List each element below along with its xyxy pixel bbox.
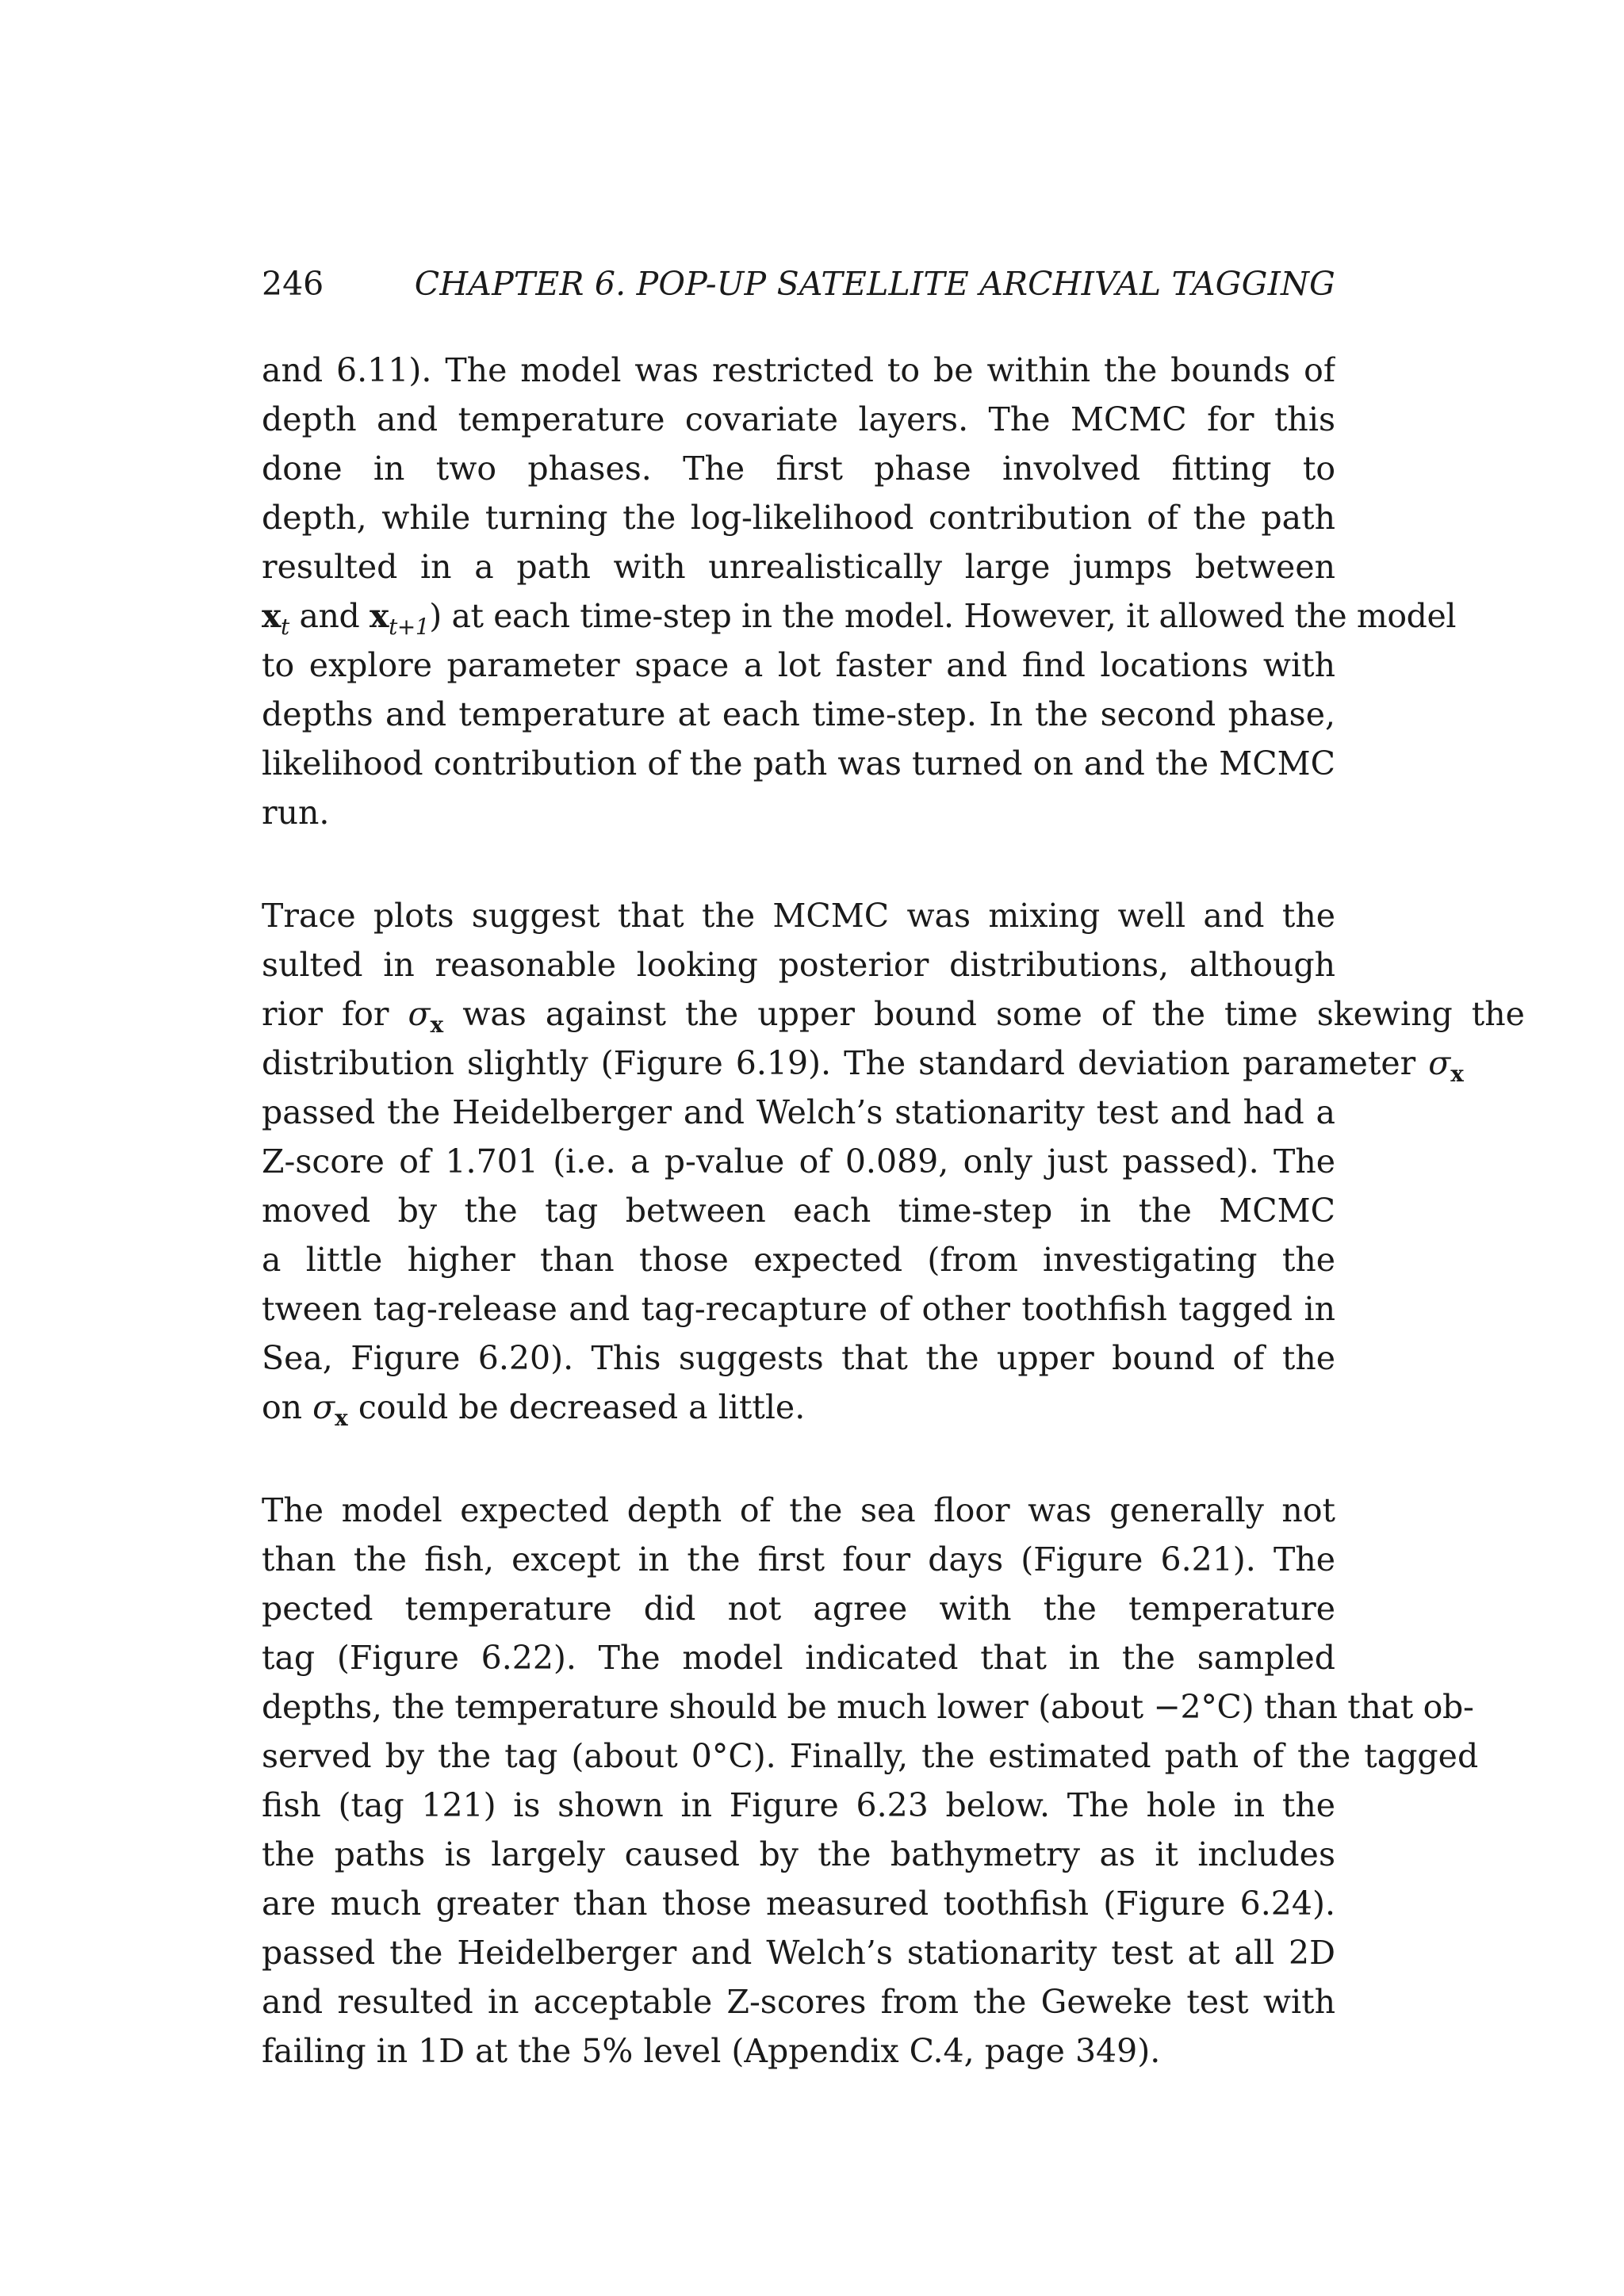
body-text — [262, 346, 1525, 2130]
text-line: are much greater than those measured toothfish (Figure 6.24). — [262, 1885, 1335, 1923]
text-fragment: Finally, the estimated path of the tagged — [789, 1737, 1479, 1775]
text-line: depth, while turning the log-likelihood contribution of the path — [262, 499, 1335, 537]
text-line: passed the Heidelberger and Welch’s stationarity test and had a — [262, 1093, 1335, 1131]
text-line: moved by the tag between each time-step in the MCMC — [262, 1192, 1335, 1230]
text-line: and 6.11). The model was restricted to be within the bounds of — [262, 351, 1335, 389]
text-line: depths and temperature at each time-step. In the second phase, — [262, 695, 1335, 733]
math-sub-t: t — [281, 613, 289, 640]
text-line: the paths is largely caused by the bathymetry as it includes — [262, 1835, 1335, 1873]
text-fragment: could be decreased a little. — [358, 1388, 806, 1426]
text-line-with-math — [262, 989, 1525, 1039]
math-x-t1: x — [370, 597, 389, 635]
text-fragment: at each time-step in the model. However, it allowed the model — [451, 597, 1457, 635]
math-sigma: σ — [1428, 1044, 1451, 1082]
math-zero: 0°C). — [691, 1737, 776, 1775]
math-sigma: σ — [312, 1388, 335, 1426]
text-fragment: was against the upper bound some of the time skewing the — [462, 995, 1525, 1033]
text-line: pected temperature did not agree with the temperature — [262, 1590, 1335, 1628]
text-line: resulted in a path with unrealistically large jumps between — [262, 548, 1335, 586]
paragraph-3 — [262, 1486, 1479, 2076]
math-sub-x: x — [430, 1011, 444, 1038]
math-sub-t1: t+1 — [389, 613, 430, 640]
text-line-with-math — [262, 1732, 1479, 1781]
text-line-with-math — [262, 1383, 1335, 1432]
text-line: than the fish, except in the first four days (Figure 6.21). The — [262, 1540, 1335, 1578]
math-x-t: x — [262, 597, 282, 635]
text-line: sulted in reasonable looking posterior distributions, although — [262, 946, 1335, 984]
paragraph-2 — [262, 891, 1525, 1432]
text-fragment: served by the tag (about — [262, 1737, 678, 1775]
text-line: passed the Heidelberger and Welch’s stationarity test at all 2D — [262, 1934, 1335, 1972]
math-sigma: σ — [408, 995, 431, 1033]
text-line: Z-score of 1.701 (i.e. a p-value of 0.089, only just passed). The — [262, 1142, 1335, 1181]
text-line: tag (Figure 6.22). The model indicated that in the sampled — [262, 1639, 1335, 1677]
running-head: CHAPTER 6. POP-UP SATELLITE ARCHIVAL TAGGING — [414, 265, 1335, 303]
text-line: run. — [262, 794, 330, 832]
text-line: Trace plots suggest that the MCMC was mixing well and the — [262, 897, 1335, 935]
text-line: likelihood contribution of the path was turned on and the MCMC — [262, 744, 1335, 783]
text-close-paren: ) — [429, 597, 442, 635]
text-line: depth and temperature covariate layers. The MCMC for this — [262, 400, 1335, 438]
text-line-with-math — [262, 1039, 1464, 1088]
text-fragment: on — [262, 1388, 303, 1426]
text-fragment: depths, the temperature should be much lower (about — [262, 1688, 1143, 1726]
page-header — [262, 260, 1335, 308]
text-line-with-math — [262, 591, 1457, 641]
paragraph-1 — [262, 346, 1457, 837]
text-line: and resulted in acceptable Z-scores from the Geweke test with — [262, 1983, 1335, 2021]
text-and: and — [299, 597, 360, 635]
text-line: fish (tag 121) is shown in Figure 6.23 below. The hole in the — [262, 1786, 1335, 1824]
text-fragment: rior for — [262, 995, 389, 1033]
text-line: The model expected depth of the sea floor was generally not — [262, 1491, 1335, 1529]
text-line: tween tag-release and tag-recapture of other toothfish tagged in — [262, 1290, 1335, 1328]
math-sub-x: x — [335, 1404, 348, 1431]
text-fragment: distribution slightly (Figure 6.19). The standard deviation parameter — [262, 1044, 1416, 1082]
text-line: a little higher than those expected (from investigating the — [262, 1241, 1335, 1279]
text-fragment: than that ob- — [1264, 1688, 1474, 1726]
math-sub-x: x — [1450, 1060, 1464, 1087]
text-line: failing in 1D at the 5% level (Appendix C.4, page 349). — [262, 2032, 1161, 2070]
math-neg-two: −2°C) — [1153, 1688, 1254, 1726]
text-line-with-math — [262, 1682, 1474, 1732]
page-number: 246 — [262, 265, 324, 303]
text-line: to explore parameter space a lot faster and find locations with — [262, 646, 1335, 684]
text-line: Sea, Figure 6.20). This suggests that the upper bound of the — [262, 1339, 1335, 1377]
text-line: done in two phases. The first phase involved fitting to — [262, 450, 1335, 488]
